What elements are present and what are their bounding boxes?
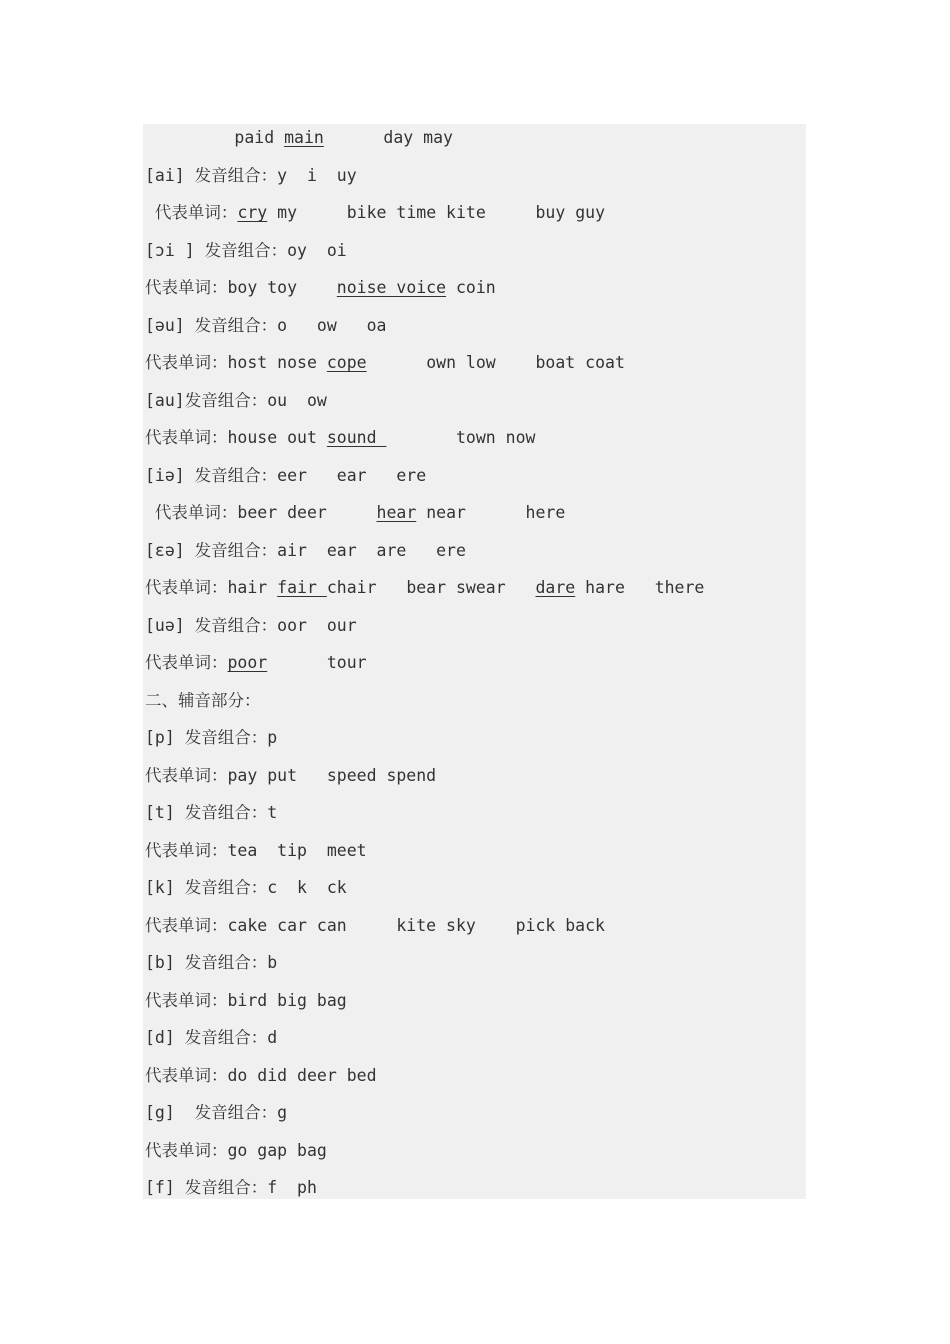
text-line <box>145 949 277 977</box>
text-segment: 代表单词：go gap bag <box>145 1140 327 1160</box>
text-segment: day may <box>323 128 453 147</box>
text-line <box>145 612 357 640</box>
text-segment: 代表单词：do did deer bed <box>145 1065 377 1085</box>
underlined-word: dare <box>535 578 576 597</box>
text-line <box>145 462 426 490</box>
text-line <box>145 1024 277 1052</box>
text-segment: near here <box>416 503 566 522</box>
text-segment: paid <box>145 128 285 147</box>
text-line <box>145 1137 327 1165</box>
text-line <box>145 499 565 527</box>
text-segment: 代表单词：bird big bag <box>145 990 347 1010</box>
text-segment: [g] 发音组合：g <box>145 1103 288 1122</box>
text-segment: hare there <box>575 578 705 597</box>
text-segment: [b] 发音组合：b <box>145 953 278 972</box>
text-segment: [d] 发音组合：d <box>145 1028 278 1047</box>
underlined-word: hear <box>376 503 417 522</box>
text-line <box>145 199 605 227</box>
text-segment: 代表单词： <box>145 203 238 222</box>
document-body <box>143 124 806 1199</box>
text-line <box>145 724 277 752</box>
text-segment: [f] 发音组合：f ph <box>145 1178 317 1197</box>
text-line <box>145 312 386 340</box>
text-segment: chair bear swear <box>326 578 536 597</box>
underlined-word: noise voice <box>336 278 447 297</box>
underlined-word: main <box>284 128 324 147</box>
text-line <box>145 1174 317 1202</box>
text-segment: [uə] 发音组合：oor our <box>145 615 357 635</box>
text-segment: 代表单词：tea tip meet <box>145 840 367 860</box>
text-line <box>145 799 277 827</box>
underlined-word: fair <box>277 578 327 597</box>
text-line <box>145 649 367 677</box>
underlined-word: sound <box>326 428 387 447</box>
text-segment: [əu] 发音组合：o ow oa <box>145 315 387 335</box>
text-line <box>145 762 436 790</box>
text-line <box>145 574 704 602</box>
text-segment: [ɛə] 发音组合：air ear are ere <box>145 540 466 560</box>
text-line <box>145 162 357 190</box>
text-segment: 代表单词：host nose <box>145 353 327 372</box>
text-line <box>145 687 261 715</box>
text-segment: [au]发音组合：ou ow <box>145 390 327 410</box>
text-line <box>145 424 535 452</box>
text-segment: 代表单词：hair <box>145 578 278 597</box>
text-line <box>145 987 347 1015</box>
text-line <box>145 537 466 565</box>
text-line <box>145 874 347 902</box>
text-line <box>145 387 327 415</box>
text-segment: 代表单词：boy toy <box>145 278 337 297</box>
text-line <box>145 349 625 377</box>
text-line <box>145 124 453 152</box>
text-segment: [iə] 发音组合：eer ear ere <box>145 465 427 485</box>
text-segment: own low boat coat <box>366 353 625 372</box>
text-line <box>145 237 347 265</box>
text-line <box>145 912 605 940</box>
text-line <box>145 274 496 302</box>
text-segment: 代表单词：beer deer <box>145 503 377 522</box>
text-segment: 代表单词：cake car can kite sky pick back <box>145 915 605 935</box>
text-segment: 二、辅音部分： <box>145 690 261 710</box>
text-segment: 代表单词：pay put speed spend <box>145 765 437 785</box>
text-segment: [ai] 发音组合：y i uy <box>145 165 357 185</box>
text-segment: tour <box>267 653 367 672</box>
text-segment: [k] 发音组合：c k ck <box>145 878 347 897</box>
text-segment: town now <box>386 428 536 447</box>
text-line <box>145 1062 377 1090</box>
text-line <box>145 837 367 865</box>
text-segment: [t] 发音组合：t <box>145 803 278 822</box>
underlined-word: cry <box>237 203 268 222</box>
text-segment: 代表单词： <box>145 653 228 672</box>
text-segment: my bike time kite buy guy <box>267 203 606 222</box>
text-segment: [p] 发音组合：p <box>145 728 278 747</box>
text-line <box>145 1099 287 1127</box>
text-segment: 代表单词：house out <box>145 428 327 447</box>
text-segment: coin <box>446 278 496 297</box>
underlined-word: cope <box>326 353 367 372</box>
underlined-word: poor <box>227 653 268 672</box>
text-segment: [ɔi ] 发音组合：oy oi <box>145 240 347 260</box>
